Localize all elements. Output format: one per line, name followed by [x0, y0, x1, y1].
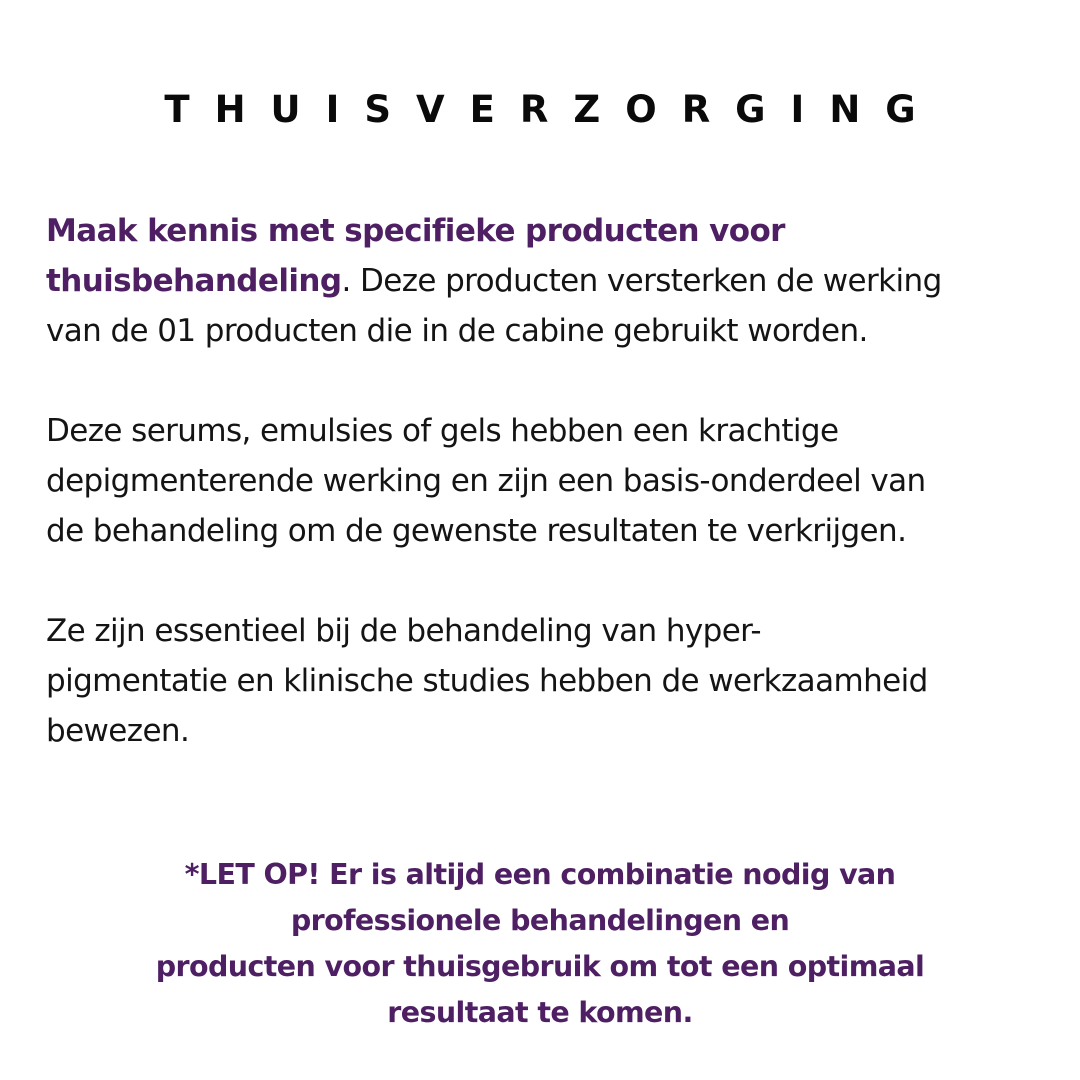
efficacy-line-3: bewezen.	[46, 713, 190, 749]
intro-line-2	[46, 256, 1046, 306]
product-line-2: depigmenterende werking en zijn een basis-onderdeel van	[46, 463, 926, 499]
intro-line-3: van de 01 producten die in de cabine gebruikt worden.	[46, 313, 868, 349]
efficacy-paragraph	[46, 606, 1046, 756]
intro-line-2-text: . Deze producten versterken de werking	[341, 263, 942, 299]
notice-line-2: professionele behandelingen en	[290, 904, 790, 937]
page-title: THUISVERZORGING	[164, 88, 941, 131]
intro-highlight-part-1: Maak kennis met specifieke producten voor	[46, 213, 785, 249]
notice-line-4: resultaat te komen.	[387, 996, 693, 1029]
notice-line-1: *LET OP! Er is altijd een combinatie nodig van	[184, 858, 896, 891]
intro-paragraph	[46, 206, 1046, 356]
product-description-paragraph	[46, 406, 1046, 556]
attention-notice	[40, 852, 1040, 1036]
efficacy-line-2: pigmentatie en klinische studies hebben de werkzaamheid	[46, 663, 928, 699]
product-line-3: de behandeling om de gewenste resultaten te verkrijgen.	[46, 513, 907, 549]
notice-line-3: producten voor thuisgebruik om tot een optimaal	[155, 950, 925, 983]
efficacy-line-1: Ze zijn essentieel bij de behandeling van hyper-	[46, 613, 761, 649]
intro-line-1	[46, 206, 1046, 256]
product-line-1: Deze serums, emulsies of gels hebben een krachtige	[46, 413, 839, 449]
intro-highlight-part-2: thuisbehandeling	[46, 263, 342, 299]
